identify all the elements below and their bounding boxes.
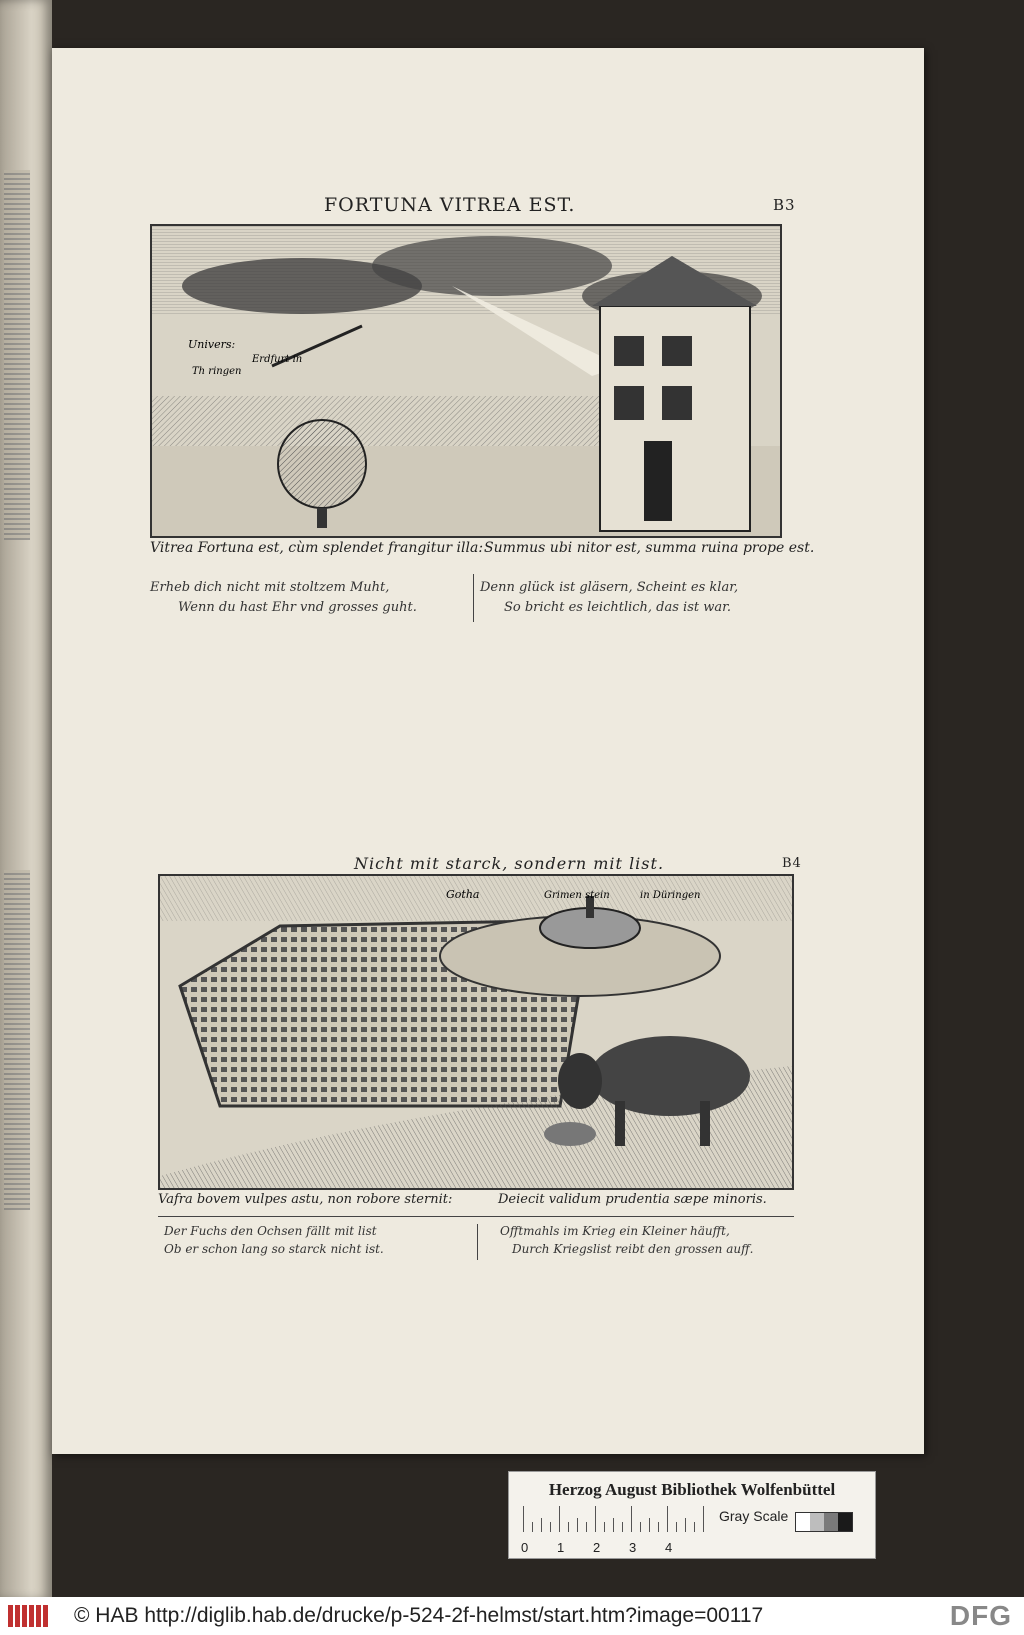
plate1-caption-left: Vitrea Fortuna est, cùm splendet frangitur illa: [150, 540, 484, 556]
label-gotha: Gotha [446, 888, 480, 901]
gray-scale-swatches [795, 1512, 853, 1532]
plate2-caption-right: Deiecit validum prudentia sæpe minoris. [498, 1192, 767, 1207]
plate1-verse-right-2: So bricht es leichtlich, das ist war. [504, 600, 732, 615]
plate1-verse-left-1: Erheb dich nicht mit stoltzem Muht, [150, 580, 390, 595]
gotha-ox-fox-illustration [160, 876, 792, 1188]
plate2-signature: B4 [782, 856, 802, 871]
plate1-caption-right: Summus ubi nitor est, summa ruina prope est. [484, 540, 815, 556]
hab-barcode-icon [8, 1605, 48, 1627]
facing-page-edge [0, 0, 52, 1600]
gray-swatch [838, 1513, 852, 1531]
label-erdfurt: Erdfurt in [252, 354, 303, 365]
color-scale-card [508, 1471, 876, 1559]
facing-page-engraving [4, 870, 30, 1210]
plate2-engraving [158, 874, 794, 1190]
facing-page-engraving [4, 170, 30, 540]
label-grimenstein: Grimen stein [544, 890, 610, 901]
plate2-caption-left: Vafra bovem vulpes astu, non robore sternit: [158, 1192, 453, 1207]
plate2-verse-divider [477, 1224, 478, 1260]
plate1-verse-left-2: Wenn du hast Ehr vnd grosses guht. [178, 600, 417, 615]
plate1-verse-right-1: Denn glück ist gläsern, Scheint es klar, [480, 580, 739, 595]
label-duringen: in Düringen [640, 890, 701, 901]
plate2-title: Nicht mit starck, sondern mit list. [354, 854, 665, 873]
plate1-title: FORTUNA VITREA EST. [324, 194, 576, 216]
ruler-number: 1 [557, 1540, 565, 1555]
plate2-verse-left-2: Ob er schon lang so starck nicht ist. [164, 1242, 384, 1256]
book-page [52, 48, 924, 1454]
institution-name: Herzog August Bibliothek Wolfenbüttel [548, 1480, 836, 1499]
label-univers: Univers: [188, 338, 236, 351]
ruler-number: 3 [629, 1540, 637, 1555]
plate1-engraving [150, 224, 782, 538]
fortuna-engraving-illustration [152, 226, 780, 536]
plate1-verse-divider [473, 574, 474, 622]
ruler-number: 0 [521, 1540, 529, 1555]
gray-scale-label: Gray Scale [719, 1508, 789, 1524]
label-thuringen: Th ringen [192, 366, 242, 377]
gray-swatch [810, 1513, 824, 1531]
ruler-number: 2 [593, 1540, 601, 1555]
plate2-verse-left-1: Der Fuchs den Ochsen fällt mit list [164, 1224, 377, 1238]
plate2-caption-rule [158, 1216, 794, 1217]
gray-swatch [824, 1513, 838, 1531]
ruler-number: 4 [665, 1540, 673, 1555]
gray-swatch [796, 1513, 810, 1531]
dfg-logo: DFG [949, 1600, 1012, 1631]
plate2-verse-right-1: Offtmahls im Krieg ein Kleiner häufft, [500, 1224, 730, 1238]
viewer-footer [0, 1597, 1024, 1635]
plate2-verse-right-2: Durch Kriegslist reibt den grossen auff. [512, 1242, 754, 1256]
plate1-signature: B3 [773, 196, 796, 214]
ruler-scale [523, 1506, 703, 1532]
copyright-url: © HAB http://diglib.hab.de/drucke/p-524-2f-helmst/start.htm?image=00117 [74, 1604, 764, 1627]
